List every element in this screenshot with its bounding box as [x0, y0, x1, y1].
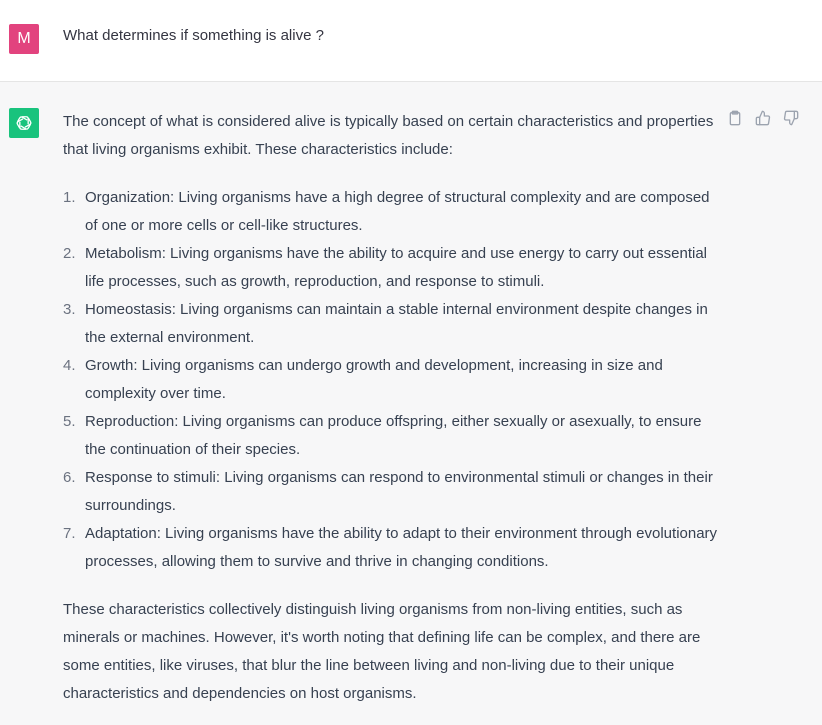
- list-item-number: 6.: [63, 469, 76, 486]
- assistant-avatar: [9, 108, 39, 138]
- user-avatar: M: [9, 24, 39, 54]
- list-item-number: 4.: [63, 357, 76, 374]
- openai-logo-icon: [14, 113, 34, 133]
- user-message-text: What determines if something is alive ?: [63, 27, 324, 44]
- user-message-row: [0, 0, 822, 82]
- message-actions: [727, 110, 807, 130]
- list-item-number: 1.: [63, 189, 76, 206]
- list-item-text: Growth: Living organisms can undergo growth and development, increasing in size and complexity over time.: [85, 357, 663, 402]
- thumbs-up-icon[interactable]: [755, 110, 773, 128]
- list-item: [63, 184, 718, 240]
- list-item: [63, 520, 718, 576]
- list-item-text: Homeostasis: Living organisms can maintain a stable internal environment despite changes in the external environment.: [85, 301, 708, 346]
- characteristics-list: [63, 184, 718, 576]
- assistant-message-row: [0, 82, 822, 725]
- list-item-text: Adaptation: Living organisms have the ability to adapt to their environment through evolutionary processes, allowing them to survive and thrive in changing conditions.: [85, 525, 718, 570]
- list-item-text: Response to stimuli: Living organisms can respond to environmental stimuli or changes in their surroundings.: [85, 469, 713, 514]
- conclusion-paragraph: These characteristics collectively distinguish living organisms from non-living entities, such as minerals or machines. However, it's worth noting that defining life can be complex, and there are some entities, like viruses, that blur the line between living and non-living due to their unique characteristics and dependencies on host organisms.: [63, 601, 701, 702]
- list-item-number: 2.: [63, 245, 76, 262]
- list-item: [63, 240, 718, 296]
- list-item-text: Metabolism: Living organisms have the ability to acquire and use energy to carry out essential life processes, such as growth, reproduction, and response to stimuli.: [85, 245, 707, 290]
- list-item: [63, 464, 718, 520]
- thumbs-down-icon[interactable]: [783, 110, 801, 128]
- assistant-message-text: [63, 108, 718, 708]
- list-item: [63, 408, 718, 464]
- list-item: [63, 296, 718, 352]
- list-item-number: 3.: [63, 301, 76, 318]
- clipboard-icon[interactable]: [727, 110, 745, 128]
- list-item-text: Organization: Living organisms have a high degree of structural complexity and are composed of one or more cells or cell-like structures.: [85, 189, 710, 234]
- list-item-number: 7.: [63, 525, 76, 542]
- list-item-text: Reproduction: Living organisms can produce offspring, either sexually or asexually, to ensure the continuation of their species.: [85, 413, 702, 458]
- list-item-number: 5.: [63, 413, 76, 430]
- intro-paragraph: The concept of what is considered alive is typically based on certain characteristics and properties that living organisms exhibit. These characteristics include:: [63, 113, 714, 158]
- list-item: [63, 352, 718, 408]
